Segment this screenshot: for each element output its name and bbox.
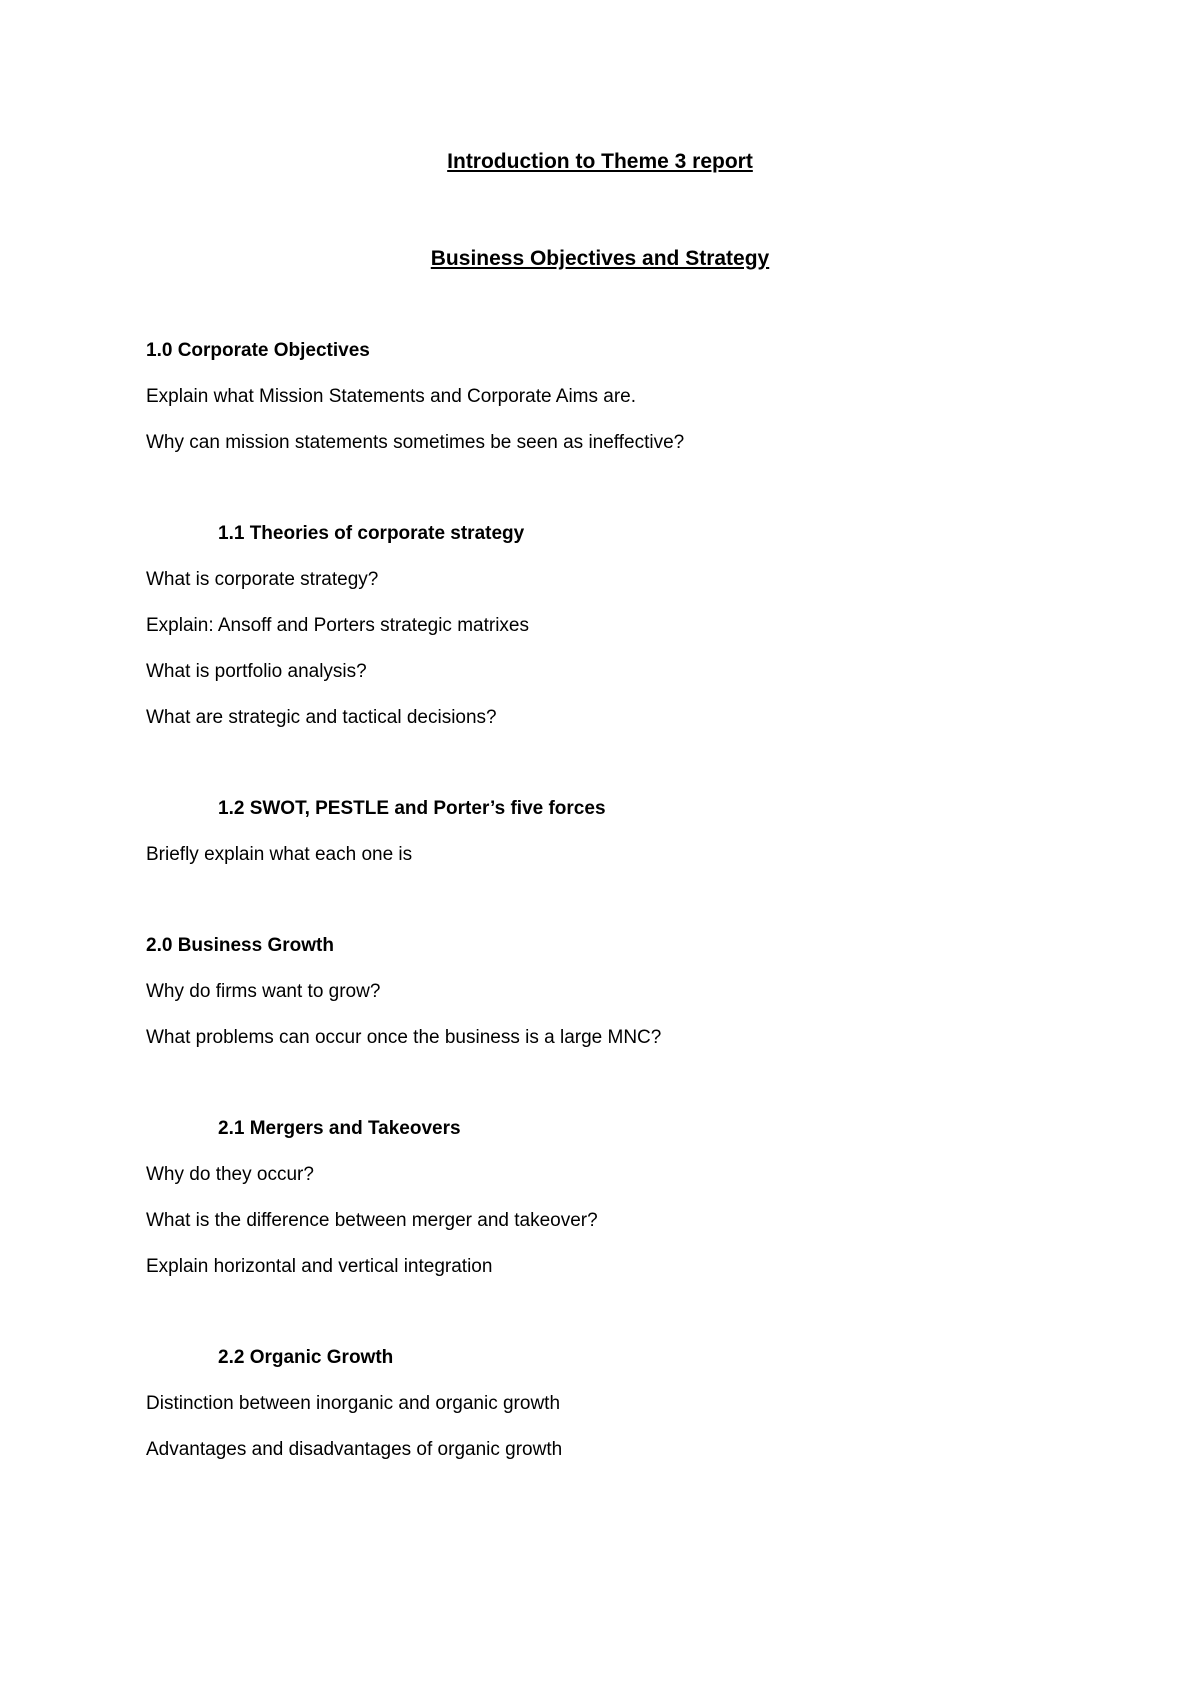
section-heading-1-0: 1.0 Corporate Objectives: [146, 340, 370, 361]
section-line: Explain horizontal and vertical integration: [146, 1256, 493, 1277]
section-heading-2-0: 2.0 Business Growth: [146, 935, 334, 956]
section-line: Distinction between inorganic and organic growth: [146, 1393, 561, 1414]
section-line: Why do they occur?: [146, 1164, 314, 1185]
section-line: Why can mission statements sometimes be seen as ineffective?: [146, 432, 685, 453]
document-title: Introduction to Theme 3 report: [447, 150, 753, 173]
section-heading-2-2: 2.2 Organic Growth: [218, 1347, 394, 1368]
section-heading-2-1: 2.1 Mergers and Takeovers: [218, 1118, 461, 1139]
section-line: Advantages and disadvantages of organic growth: [146, 1439, 563, 1460]
section-line: What problems can occur once the business is a large MNC?: [146, 1027, 662, 1048]
section-line: What are strategic and tactical decisions?: [146, 707, 497, 728]
document-subtitle: Business Objectives and Strategy: [430, 247, 770, 270]
section-line: Briefly explain what each one is: [146, 844, 413, 865]
section-line: Why do firms want to grow?: [146, 981, 381, 1002]
section-line: What is corporate strategy?: [146, 569, 379, 590]
section-heading-1-2: 1.2 SWOT, PESTLE and Porter’s five forces: [218, 798, 606, 819]
section-line: Explain what Mission Statements and Corporate Aims are.: [146, 386, 637, 407]
section-line: What is the difference between merger and takeover?: [146, 1210, 598, 1231]
section-line: What is portfolio analysis?: [146, 661, 367, 682]
section-line: Explain: Ansoff and Porters strategic matrixes: [146, 615, 529, 636]
section-heading-1-1: 1.1 Theories of corporate strategy: [218, 523, 525, 544]
